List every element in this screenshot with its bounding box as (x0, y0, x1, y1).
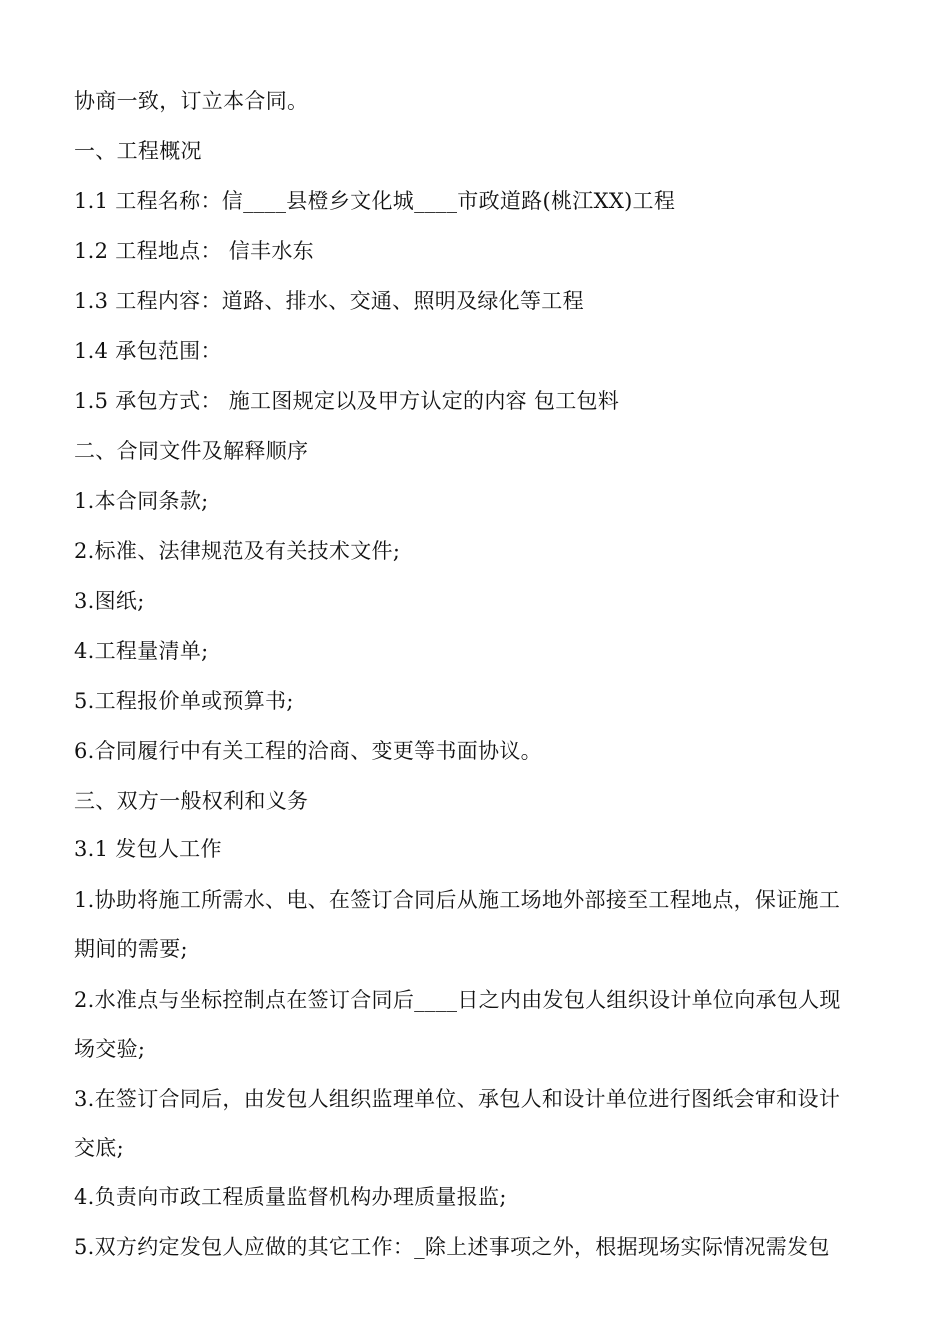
list-item: 2.标准、法律规范及有关技术文件; (74, 539, 401, 563)
list-item: 6.合同履行中有关工程的洽商、变更等书面协议。 (74, 739, 542, 763)
clause-1-5: 1.5 承包方式： 施工图规定以及甲方认定的内容 包工包料 (74, 389, 620, 413)
clause-1-1: 1.1 工程名称：信____县橙乡文化城____市政道路(桃江XX)工程 (74, 189, 676, 213)
section-heading-2: 二、合同文件及解释顺序 (74, 439, 309, 463)
section-heading-1: 一、工程概况 (74, 139, 202, 163)
clause-1-3: 1.3 工程内容：道路、排水、交通、照明及绿化等工程 (74, 289, 584, 313)
clause-1-2: 1.2 工程地点： 信丰水东 (74, 239, 314, 263)
paragraph-line: 交底; (74, 1136, 124, 1160)
list-item: 5.工程报价单或预算书; (74, 689, 294, 713)
list-item: 4.工程量清单; (74, 639, 209, 663)
intro-line: 协商一致，订立本合同。 (74, 89, 309, 113)
subsection-3-1: 3.1 发包人工作 (74, 837, 222, 861)
paragraph-line: 5.双方约定发包人应做的其它工作：_除上述事项之外，根据现场实际情况需发包 (74, 1235, 830, 1259)
paragraph-line: 3.在签订合同后，由发包人组织监理单位、承包人和设计单位进行图纸会审和设计 (74, 1087, 841, 1111)
clause-1-4: 1.4 承包范围： (74, 339, 222, 363)
paragraph-line: 场交验; (74, 1037, 146, 1061)
section-heading-3: 三、双方一般权利和义务 (74, 789, 309, 813)
list-item: 1.本合同条款; (74, 489, 209, 513)
paragraph-line: 1.协助将施工所需水、电、在签订合同后从施工场地外部接至工程地点，保证施工 (74, 888, 841, 912)
list-item: 3.图纸; (74, 589, 145, 613)
paragraph-line: 4.负责向市政工程质量监督机构办理质量报监; (74, 1185, 507, 1209)
paragraph-line: 2.水准点与坐标控制点在签订合同后____日之内由发包人组织设计单位向承包人现 (74, 988, 841, 1012)
paragraph-line: 期间的需要; (74, 937, 188, 961)
